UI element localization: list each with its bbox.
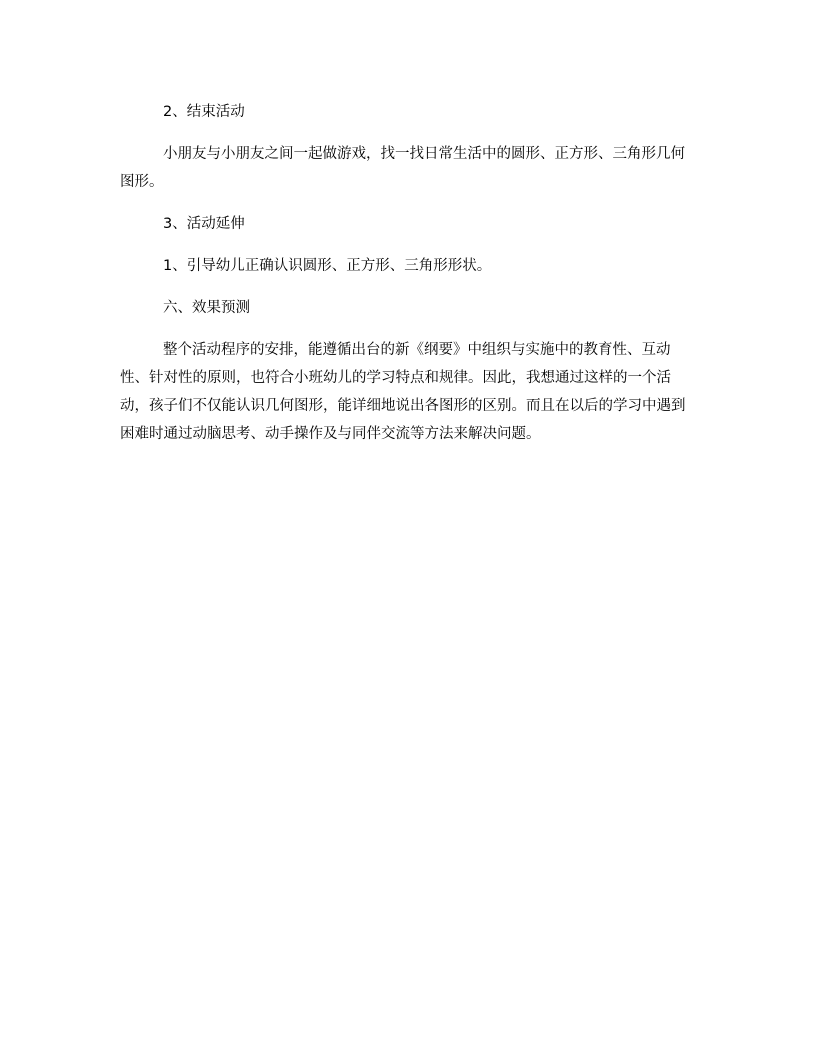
section-heading-expected-effect: 六、效果预测 [163, 300, 250, 316]
spacer [120, 196, 696, 210]
document-body [120, 98, 696, 448]
spacer [120, 126, 696, 140]
paragraph-activity-extension: 1、引导幼儿正确认识圆形、正方形、三角形形状。 [163, 258, 492, 274]
spacer [120, 280, 696, 294]
section-heading-end-activity: 2、结束活动 [163, 104, 245, 120]
spacer [120, 322, 696, 336]
paragraph-expected-effect: 整个活动程序的安排，能遵循出台的新《纲要》中组织与实施中的教育性、互动性、针对性的原则，也符合小班幼儿的学习特点和规律。因此，我想通过这样的一个活动，孩子们不仅能认识几何图形，能详细地说出各图形的区别。而且在以后的学习中遇到困难时通过动脑思考、动手操作及与同伴交流等方法来解决问题。 [120, 342, 686, 442]
section-heading-activity-extension: 3、活动延伸 [163, 216, 245, 232]
paragraph-end-activity: 小朋友与小朋友之间一起做游戏，找一找日常生活中的圆形、正方形、三角形几何图形。 [120, 146, 685, 190]
spacer [120, 238, 696, 252]
